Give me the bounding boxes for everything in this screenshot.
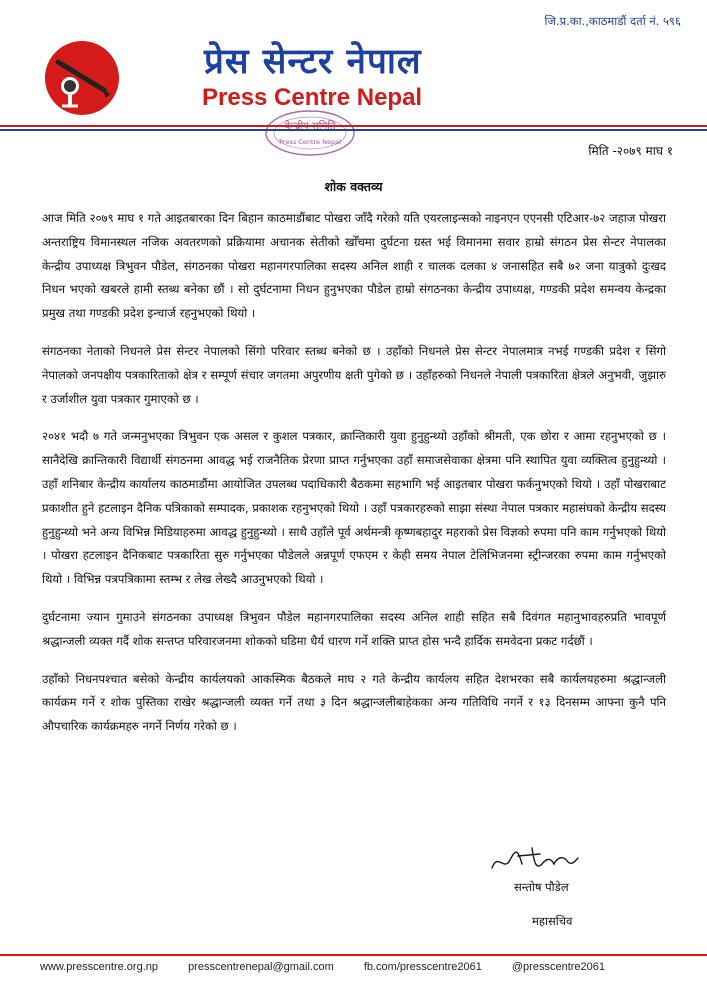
paragraph-1: आज मिति २०७९ माघ १ गते आइतबारका दिन बिहान काठमाडौंबाट पोखरा जाँदै गरेको यति एयरलाइन्सको नाइनएन एएनसी एटिआर-७२ जहाज पोखरा अन्तराष्ट्रिय विमानस्थल नजिक अवतरणको प्रक्रियामा अचानक सेतीको खोँचमा दुर्घटना ग्रस्त भई विमानमा सवार हाम्रो संगठन प्रेस सेन्टर नेपालका केन्द्रीय उपाध्यक्ष त्रिभुवन पौडेल, संगठनका पोखरा महानगरपालिका सदस्य अनिल शाही र चालक दलका ४ जनासहित सबै ७२ जना यात्रुको दुःखद निधन भएको खबरले हामी स्तब्ध बनेका छौं । सो दुर्घटनामा निधन हुनुभएका पौडेल हाम्रो संगठनका केन्द्रीय उपाध्यक्ष, गण्डकी प्रदेश समन्वय केन्द्रका प्रमुख तथा गण्डकी प्रदेश इन्चार्ज रहनुभएको थियो ।: [42, 211, 666, 321]
org-name-english: Press Centre Nepal: [202, 84, 423, 111]
footer-facebook-link[interactable]: fb.com/presscentre2061: [363, 961, 482, 973]
footer-twitter-link[interactable]: @presscentre2061: [511, 961, 605, 973]
header-rule-red: [0, 125, 707, 127]
handwritten-signature: [488, 842, 580, 878]
paragraph-3: २०४१ भदौ ७ गते जन्मनुभएका त्रिभुवन एक असल र कुशल पत्रकार, क्रान्तिकारी युवा हुनुहुन्थ्यो उहाँको श्रीमती, एक छोरा र आमा रहनुभएको छ । सानैदेखि क्रान्तिकारी विद्यार्थी संगठनमा आवद्ध भई राजनैतिक प्रेरणा प्राप्त गर्नुभएका उहाँ समाजसेवाका क्षेत्रमा पनि स्थापित युवा व्यक्तित्व हुनुहुन्थ्यो । उहाँ शनिबार केन्द्रीय कार्यालय काठमाडौंमा आयोजित उपलब्ध पदाधिकारी बैठकमा सहभागि भई आइतबार पोखरा फर्कनुभएको थियो । उहाँ पोखराबाट प्रकाशीत हुने हटलाइन दैनिक पत्रिकाको सम्पादक, प्रकाशक रहनुभएको थियो । उहाँ पत्रकारहरुको साझा संस्था नेपाल पत्रकार महासंघको केन्द्रीय सदस्य हुनुहुन्थ्यो भने अन्य विभिन्न मिडियाहरुमा आवद्ध हुनुहुन्थ्यो । साथै उहाँले पूर्व अर्थमन्त्री कृष्णबहादुर महराको प्रेस विज्ञको रुपमा पनि काम गर्नुभएको थियो । पोखरा हटलाइन दैनिकबाट पत्रकारिता सुरु गर्नुभएका पौडेलले अन्नपूर्ण एफएम र केही समय नेपाल टेलिभिजनमा स्ट्रीन्जरका रुपमा काम गर्नुभएको थियो । विभिन्न पत्रपत्रिकामा स्तम्भ र लेख लेख्दै आउनुभएको थियो ।: [42, 429, 666, 587]
footer-rule: [0, 954, 707, 956]
header-rule-blue: [0, 129, 707, 131]
paragraph-2: संगठनका नेताको निधनले प्रेस सेन्टर नेपालको सिंगो परिवार स्तब्ध बनेको छ । उहाँको निधनले प्रेस सेन्टर नेपालमात्र नभई गण्डकी प्रदेश र सिंगो नेपालको जनपक्षीय पत्रकारिताको क्षेत्र र सम्पूर्ण संचार जगतमा अपुरणीय क्षती पुगेको छ । उहाँहरुको निधनले नेपाली पत्रकारिता क्षेत्रले अनुभवी, जुझारु र उर्जाशील युवा पत्रकार गुमाएको छ ।: [42, 343, 666, 406]
document-date: मिति -२०७९ माघ १: [588, 144, 673, 158]
document-heading: शोक वक्तव्य: [324, 179, 383, 194]
paragraph-5: उहाँको निधनपश्चात बसेको केन्द्रीय कार्यलयको आकस्मिक बैठकले माघ २ गते केन्द्रीय कार्यलय सहित देशभरका सबै कार्यलयहरुमा श्रद्धान्जली कार्यक्रम गर्ने र शोक पुस्तिका राखेर श्रद्धान्जली व्यक्त गर्ने तथा ३ दिन श्रद्धान्जलीबाहेकका अन्य गतिविधि नगर्ने र १३ दिनसम्म आफ्ना कुनै पनि औपचारिक कार्यक्रमहरु नगर्ने निर्णय गरेको छ ।: [42, 671, 666, 734]
svg-text:Press Centre Nepal: Press Centre Nepal: [279, 138, 341, 146]
press-centre-logo: [44, 40, 120, 116]
statement-body: [42, 207, 666, 753]
registration-number: जि.प्र.का.,काठमाडौं दर्ता नं. ५९६: [544, 14, 681, 28]
signatory-name: सन्तोष पौडेल: [514, 880, 569, 894]
org-name-nepali: प्रेस सेन्टर नेपाल: [204, 42, 422, 82]
footer-email-link[interactable]: presscentrenepal@gmail.com: [188, 961, 334, 973]
footer-website-link[interactable]: www.presscentre.org.np: [40, 961, 158, 973]
footer-contacts: [40, 961, 632, 973]
official-stamp: [262, 108, 358, 158]
paragraph-4: दुर्घटनामा ज्यान गुमाउने संगठनका उपाध्यक्ष त्रिभुवन पौडेल महानगरपालिका सदस्य अनिल शाही सहित सबै दिवंगत महानुभावहरुप्रति भावपूर्ण श्रद्धान्जली व्यक्त गर्दै शोक सन्तप्त परिवारजनमा शोकको घडिमा धैर्य धारण गर्ने शक्ति प्राप्त होस भन्दै हार्दिक समवेदना प्रकट गर्दछौं ।: [42, 609, 666, 648]
signatory-title: महासचिव: [532, 914, 573, 928]
